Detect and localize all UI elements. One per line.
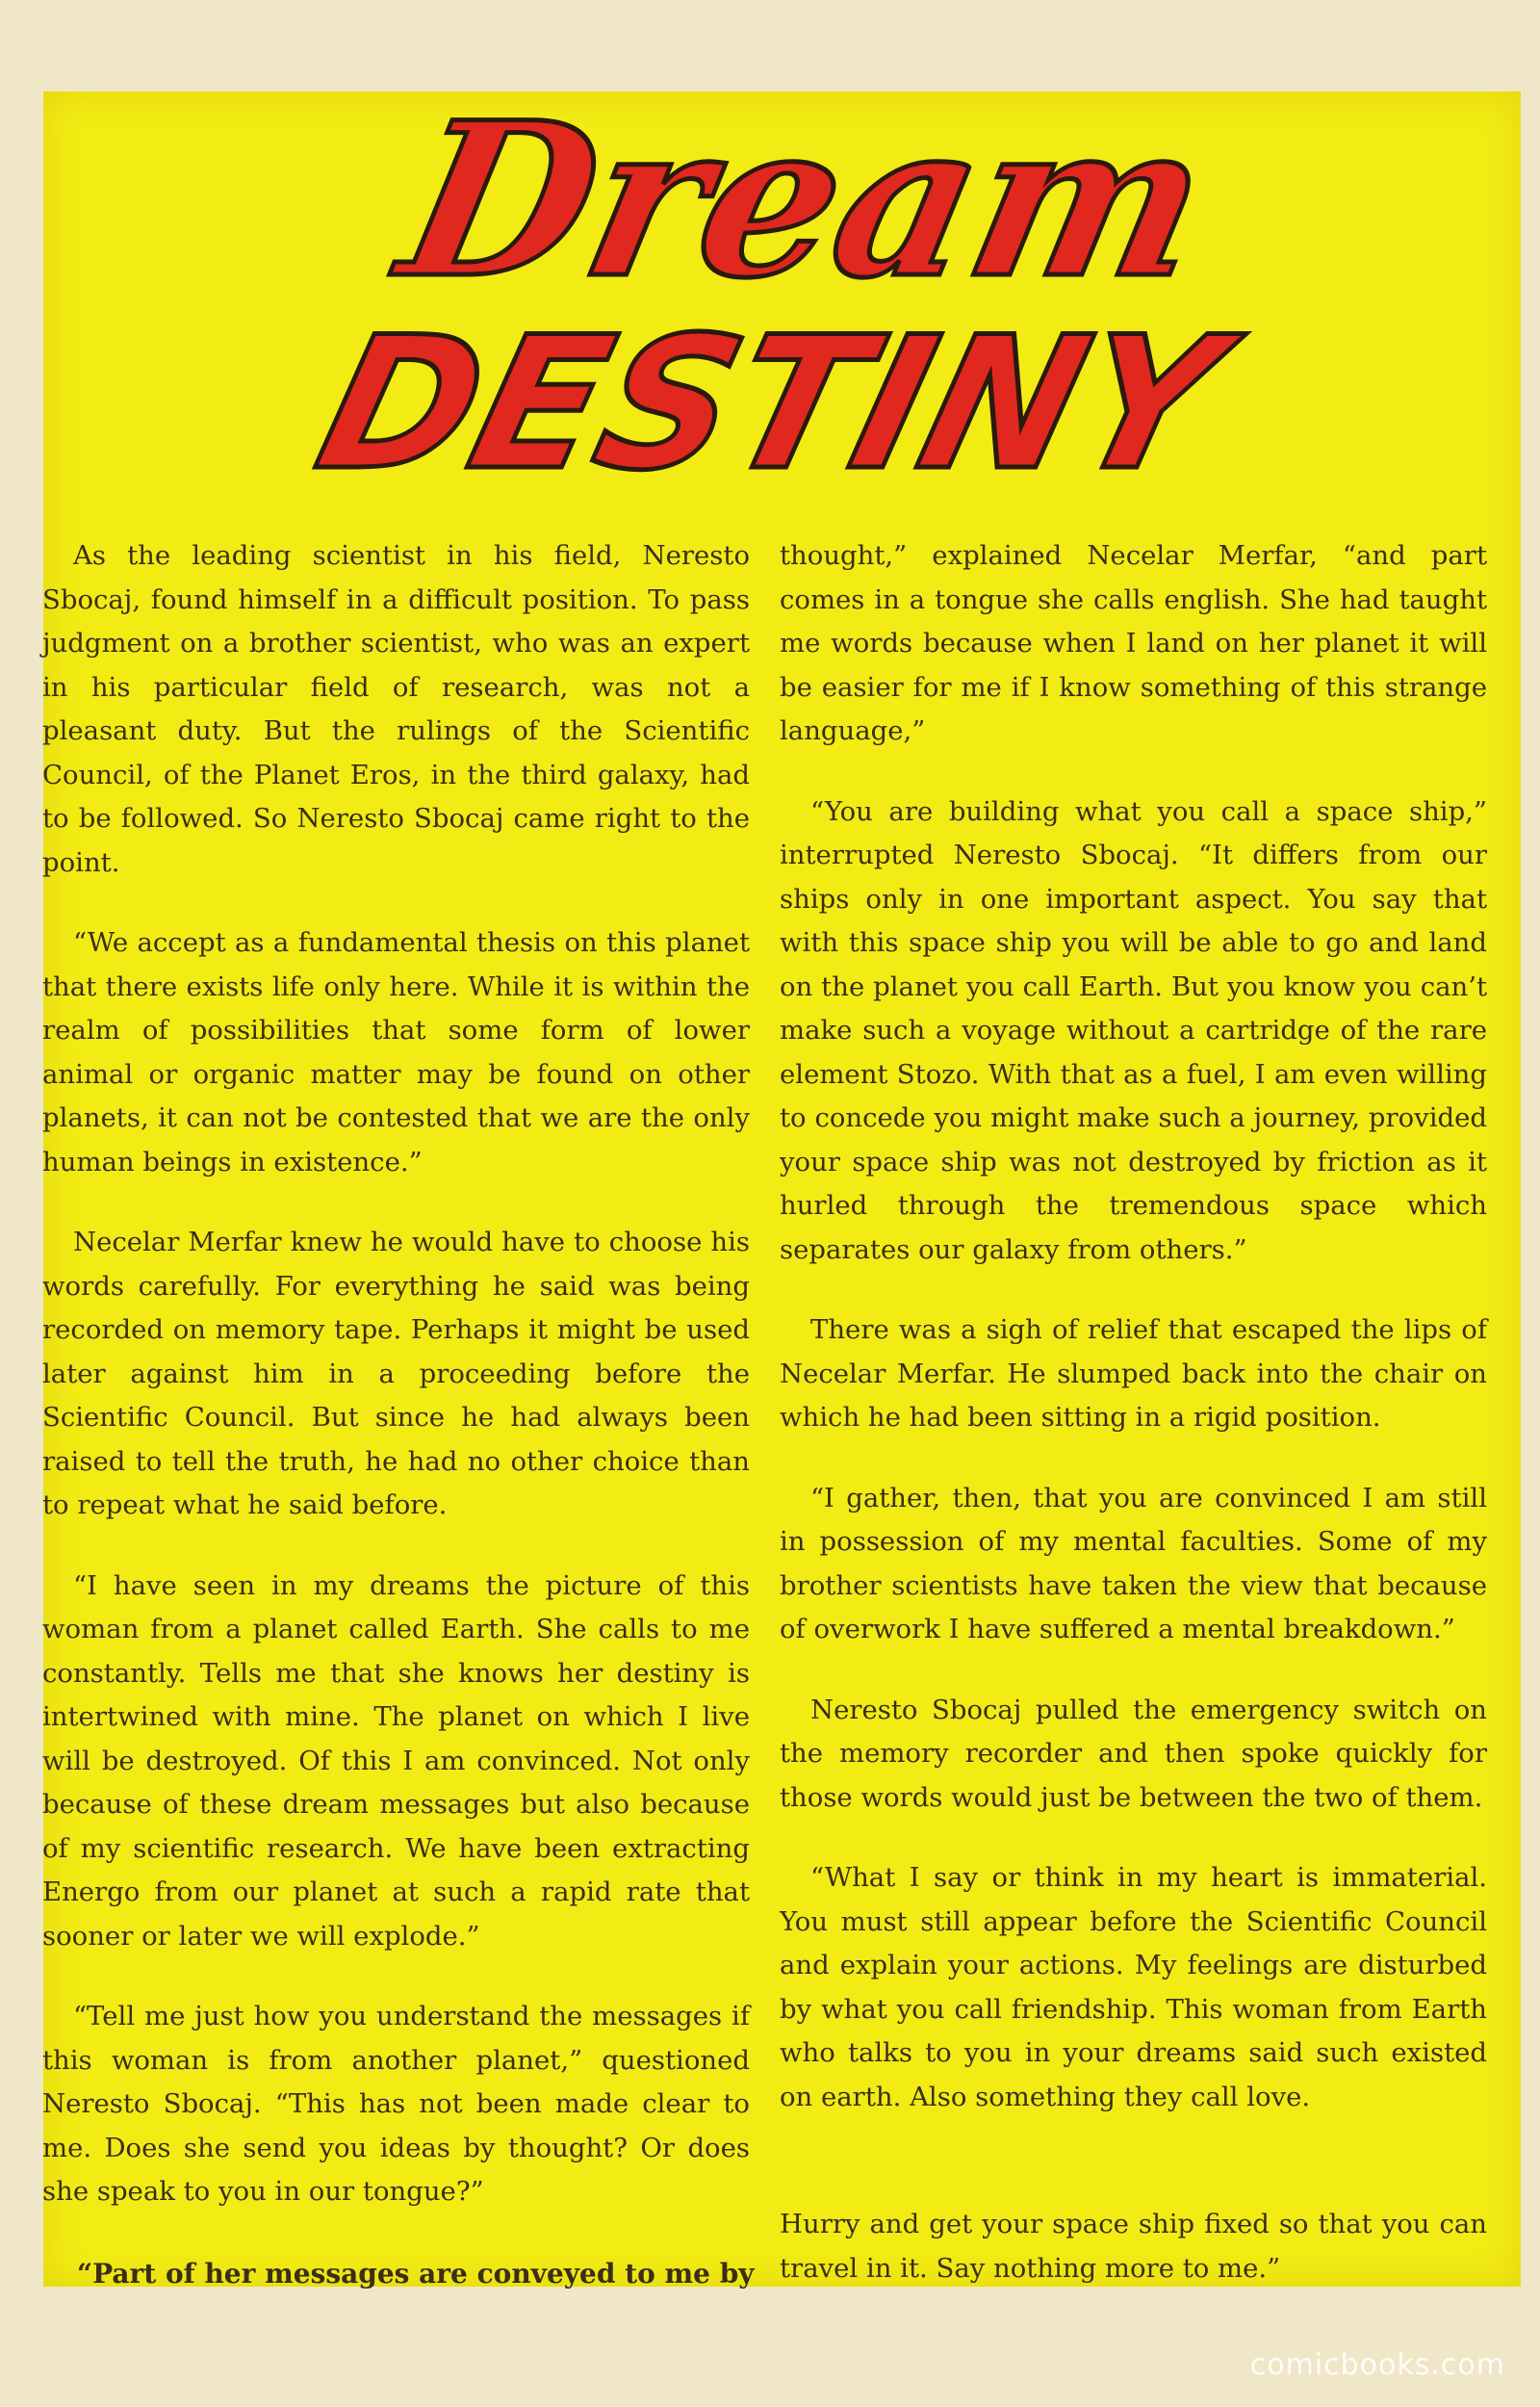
title-line-dream: Dream (383, 96, 1228, 325)
watermark-logo: comicbooks.com (1249, 2348, 1505, 2382)
paragraph: Necelar Merfar knew he would have to choose his words carefully. For everything he said was being recorded on memory tape. Perhaps it might be used later against him in a proceeding before the Scientific Council. But since he had always been raised to tell the truth, he had no other choice than to repeat what he said before. (42, 1227, 750, 1520)
bottom-right-span: Hurry and get your space ship fixed so that you can travel in it. Say nothing more to me.” (780, 2209, 1487, 2284)
paragraph: “Tell me just how you understand the messages if this woman is from another planet,” questioned Neresto Sbocaj. “This has not been made clear to me. Does she send you ideas by thought? Or does she speak to you in our tongue?” (42, 2001, 750, 2207)
paragraph: As the leading scientist in his field, Neresto Sbocaj, found himself in a difficult position. To pass judgment on a brother scientist, who was an expert in his particular field of research, was not a pleasant duty. But the rulings of the Scientific Council, of the Planet Eros, in the third galaxy, had to be followed. So Neresto Sbocaj came right to the point. (42, 540, 750, 878)
paragraph: thought,” explained Necelar Merfar, “and part comes in a tongue she calls english. She had taught me words because when I land on her planet it will be easier for me if I know something of this strange language,” (780, 540, 1487, 746)
paragraph: “I gather, then, that you are convinced I am still in possession of my mental faculties. Some of my brother scientists have taken the view that because of overwork I have suffered a mental breakdown.” (780, 1482, 1487, 1644)
paragraph: Neresto Sbocaj pulled the emergency switch on the memory recorder and then spoke quickly for those words would just be between the two of them. (780, 1694, 1487, 1813)
bottom-right-text (780, 2203, 1487, 2291)
paragraph: “What I say or think in my heart is immaterial. You must still appear before the Scientific Council and explain your actions. My feelings are disturbed by what you call friendship. This woman from Earth who talks to you in your dreams said such existed on earth. Also something they call love. (780, 1862, 1487, 2112)
title-lettering (250, 96, 1309, 501)
paragraph: “I have seen in my dreams the picture of this woman from a planet called Earth. She calls to me constantly. Tells me that she knows her destiny is intertwined with mine. The planet on which I live will be destroyed. Of this I am convinced. Not only because of these dream messages but also because of my scientific research. We have been extracting Energo from our planet at such a rapid rate that sooner or later we will explode.” (42, 1569, 750, 1952)
story-title (250, 96, 1309, 501)
bottom-left-text: “Part of her messages are conveyed to me by (77, 2258, 755, 2290)
right-column (780, 534, 1487, 2156)
paragraph: There was a sigh of relief that escaped the lips of Necelar Merfar. He slumped back into the chair on which he had been sitting in a rigid position. (780, 1314, 1487, 1433)
left-column (42, 534, 750, 2251)
paragraph: “We accept as a fundamental thesis on this planet that there exists life only here. While it is within the realm of possibilities that some form of lower animal or organic matter may be found on other planets, it can not be contested that we are the only human beings in existence.” (42, 927, 750, 1178)
title-line-destiny: DESTINY (300, 297, 1241, 501)
paragraph: “You are building what you call a space ship,” interrupted Neresto Sbocaj. “It differs from our ships only in one important aspect. You say that with this space ship you will be able to go and land on the planet you call Earth. But you know you can’t make such a voyage without a cartridge of the rare element Stozo. With that as a fuel, I am even willing to concede you might make such a journey, provided your space ship was not destroyed by friction as it hurled through the tremendous space which separates our galaxy from others.” (780, 795, 1487, 1265)
